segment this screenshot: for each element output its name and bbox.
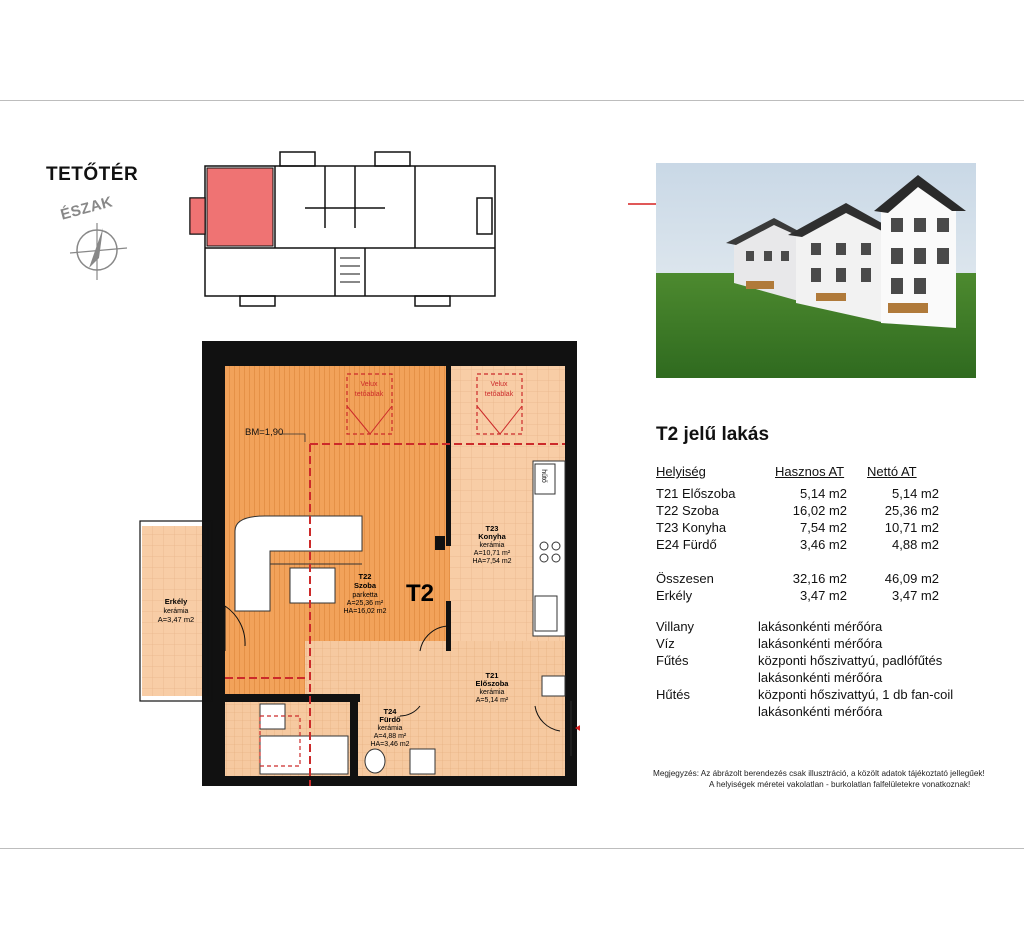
konyha-code: T23 xyxy=(485,524,499,533)
balcony-row xyxy=(656,587,939,604)
eloszoba-name: Előszoba xyxy=(475,679,509,688)
room-net: 4,88 m2 xyxy=(892,537,939,552)
utility-key: Hűtés xyxy=(656,687,690,702)
room-useful: 16,02 m2 xyxy=(792,503,847,518)
note-line-1: Megjegyzés: Az ábrázolt berendezés csak illusztráció, a közölt adatok tájékoztató jellegűek! xyxy=(653,769,985,778)
key-plan xyxy=(185,148,505,313)
konyha-name: Konyha xyxy=(478,532,506,541)
utility-value: lakásonkénti mérőóra xyxy=(758,619,883,634)
eloszoba-code: T21 xyxy=(485,671,499,680)
velux2-label-2: tetőablak xyxy=(484,391,514,398)
disclaimer-note xyxy=(653,768,1023,790)
utility-row xyxy=(656,686,1016,703)
building-render-image xyxy=(656,163,976,378)
velux2-label-1: Velux xyxy=(490,381,508,388)
note-line-2: A helyiségek méretei vakolatlan - burkolatlan falfelületekre vonatkoznak! xyxy=(709,780,971,789)
utility-row xyxy=(656,703,1016,720)
eloszoba-area: A=5,14 m² xyxy=(475,697,509,704)
utility-row xyxy=(656,669,1016,686)
utility-row xyxy=(656,652,1016,669)
eloszoba-finish: kerámia xyxy=(479,689,505,696)
room-name: E24 Fürdő xyxy=(656,537,717,552)
erkely-finish: kerámia xyxy=(163,608,189,615)
balcony-name: Erkély xyxy=(656,588,693,603)
floor-plan xyxy=(130,336,580,791)
bottom-divider xyxy=(0,848,1024,849)
utility-value: lakásonkénti mérőóra xyxy=(758,636,883,651)
velux1-label-1: Velux xyxy=(360,381,378,388)
compass-arrow-icon xyxy=(65,218,135,288)
fridge-label: hűtő xyxy=(540,469,547,483)
total-name: Összesen xyxy=(656,571,714,586)
room-name: T23 Konyha xyxy=(656,520,727,535)
header-room: Helyiség xyxy=(656,464,706,479)
room-net: 25,36 m2 xyxy=(884,503,939,518)
utility-key xyxy=(656,703,758,720)
room-useful: 7,54 m2 xyxy=(800,520,847,535)
header-net: Nettó AT xyxy=(867,464,917,479)
utility-key: Villany xyxy=(656,619,695,634)
total-useful: 32,16 m2 xyxy=(792,571,847,586)
szoba-finish: parketta xyxy=(352,592,378,599)
apartment-code: T2 xyxy=(405,580,435,607)
floor-title: TETŐTÉR xyxy=(46,164,139,185)
szoba-area: A=25,36 m² xyxy=(346,600,384,607)
header-useful: Hasznos AT xyxy=(775,464,845,479)
furdo-area: A=4,88 m² xyxy=(373,733,407,740)
utility-value: központi hőszivattyú, padlófűtés xyxy=(758,653,943,668)
room-useful: 3,46 m2 xyxy=(800,537,847,552)
szoba-useful-area: HA=16,02 m2 xyxy=(343,608,387,615)
konyha-area: A=10,71 m² xyxy=(473,550,511,557)
room-name: T21 Előszoba xyxy=(656,486,736,501)
szoba-code: T22 xyxy=(358,572,372,581)
table-row xyxy=(656,502,939,519)
room-useful: 5,14 m2 xyxy=(800,486,847,501)
table-header xyxy=(656,464,939,485)
total-row xyxy=(656,570,939,587)
top-divider xyxy=(0,100,1024,101)
erkely-area: A=3,47 m2 xyxy=(157,615,195,624)
table-row xyxy=(656,536,939,553)
konyha-finish: kerámia xyxy=(479,542,505,549)
apartment-info xyxy=(656,424,1016,720)
furdo-code: T24 xyxy=(383,707,397,716)
furdo-useful-area: HA=3,46 m2 xyxy=(370,741,410,748)
room-table xyxy=(656,464,939,604)
total-net: 46,09 m2 xyxy=(884,571,939,586)
velux1-label-2: tetőablak xyxy=(354,391,384,398)
furdo-name: Fürdő xyxy=(379,715,401,724)
north-compass xyxy=(58,193,115,224)
utility-value: lakásonkénti mérőóra xyxy=(758,670,883,685)
table-row xyxy=(656,485,939,502)
utility-row xyxy=(656,618,1016,635)
utility-row xyxy=(656,635,1016,652)
konyha-useful-area: HA=7,54 m2 xyxy=(472,558,512,565)
highlighted-unit xyxy=(207,168,273,246)
utility-value: központi hőszivattyú, 1 db fan-coil xyxy=(758,687,954,702)
utility-value: lakásonkénti mérőóra xyxy=(758,704,883,719)
utilities xyxy=(656,618,1016,720)
balcony-useful: 3,47 m2 xyxy=(800,588,847,603)
furdo-finish: kerámia xyxy=(377,725,403,732)
apartment-title: T2 jelű lakás xyxy=(656,424,770,445)
room-name: T22 Szoba xyxy=(656,503,719,518)
erkely-name: Erkély xyxy=(164,597,188,606)
compass-label: ÉSZAK xyxy=(58,193,115,224)
szoba-name: Szoba xyxy=(353,581,377,590)
room-net: 5,14 m2 xyxy=(892,486,939,501)
utility-key xyxy=(656,669,758,686)
bm-label: BM=1,90 xyxy=(245,427,284,438)
balcony-net: 3,47 m2 xyxy=(892,588,939,603)
table-row xyxy=(656,519,939,536)
utility-key: Fűtés xyxy=(656,653,689,668)
room-net: 10,71 m2 xyxy=(884,520,939,535)
utility-key: Víz xyxy=(656,636,675,651)
